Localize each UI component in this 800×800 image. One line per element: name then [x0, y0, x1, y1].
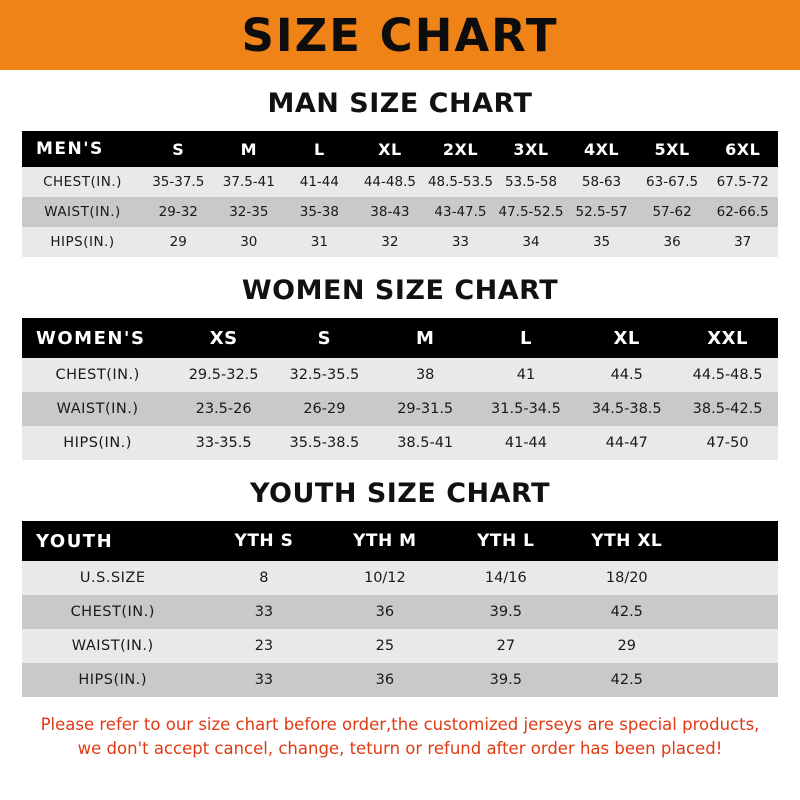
table-row [22, 561, 778, 595]
table-cell: 32.5-35.5 [289, 367, 360, 383]
row-label: WAIST(IN.) [71, 638, 154, 654]
table-cell: 58-63 [581, 174, 622, 190]
table-cell: 47.5-52.5 [498, 204, 564, 220]
table-header-row [22, 318, 778, 358]
header-banner [0, 0, 800, 70]
table-header-label: WOMEN'S [36, 327, 146, 349]
column-header: YTH M [353, 531, 417, 551]
column-header: M [415, 327, 435, 349]
table-row [22, 227, 778, 257]
column-header: S [317, 327, 332, 349]
table-cell-spacer [687, 595, 778, 629]
table-row [22, 197, 778, 227]
column-header: 6XL [725, 139, 761, 159]
table-cell: 25 [375, 638, 395, 654]
footer-line-1: Please refer to our size chart before order,the customized jerseys are special products, [40, 715, 760, 734]
table-cell: 43-47.5 [434, 204, 487, 220]
column-header: XL [613, 327, 640, 349]
page-title: SIZE CHART [241, 8, 559, 62]
table-cell: 35-38 [299, 204, 339, 220]
table-row [22, 167, 778, 197]
table-header-label: YOUTH [36, 530, 114, 552]
table-cell: 14/16 [484, 570, 527, 586]
table-cell: 35-37.5 [152, 174, 205, 190]
table-cell: 44.5-48.5 [692, 367, 763, 383]
column-header: L [519, 327, 532, 349]
table-header-row [22, 521, 778, 561]
row-label: WAIST(IN.) [56, 401, 139, 417]
row-label: CHEST(IN.) [70, 604, 155, 620]
table-cell: 37 [734, 234, 752, 250]
table-cell: 42.5 [610, 672, 643, 688]
table-cell: 35 [592, 234, 611, 250]
table-cell: 23 [254, 638, 274, 654]
table-row [22, 663, 778, 697]
row-label: HIPS(IN.) [50, 234, 115, 250]
page-content [0, 88, 800, 761]
row-label: CHEST(IN.) [55, 367, 140, 383]
table-cell: 41 [516, 367, 536, 383]
table-cell: 29-31.5 [397, 401, 454, 417]
table-cell: 44-47 [605, 435, 648, 451]
youth-section-heading: YOUTH SIZE CHART [249, 478, 551, 509]
table-cell: 38 [415, 367, 435, 383]
column-header: L [314, 139, 325, 159]
row-label: WAIST(IN.) [44, 204, 121, 220]
table-cell: 41-44 [299, 174, 339, 190]
row-label: HIPS(IN.) [78, 672, 148, 688]
column-header: YTH XL [591, 531, 663, 551]
table-cell-spacer [687, 663, 778, 697]
table-cell: 34.5-38.5 [591, 401, 662, 417]
table-cell: 34 [522, 234, 540, 250]
column-header: XL [378, 139, 402, 159]
table-cell: 53.5-58 [504, 174, 558, 190]
column-header: XS [209, 327, 238, 349]
table-header-label: MEN'S [36, 139, 104, 159]
youth-size-table [22, 521, 778, 697]
row-label: U.S.SIZE [79, 570, 146, 586]
table-row [22, 595, 778, 629]
table-cell-spacer [687, 629, 778, 663]
table-cell: 23.5-26 [195, 401, 252, 417]
table-row [22, 358, 778, 392]
footer-line-2: we don't accept cancel, change, teturn or refund after order has been placed! [77, 738, 723, 758]
table-cell: 57-62 [652, 204, 692, 220]
column-header: S [172, 139, 185, 159]
table-cell: 27 [496, 638, 516, 654]
table-cell: 63-67.5 [646, 174, 699, 190]
youth-table-body [22, 521, 778, 697]
table-cell: 36 [375, 672, 395, 688]
table-cell: 10/12 [363, 570, 406, 586]
table-cell: 44.5 [610, 367, 643, 383]
table-cell: 36 [375, 604, 395, 620]
table-cell: 18/20 [605, 570, 648, 586]
column-header: 4XL [583, 139, 620, 159]
column-header: 2XL [442, 139, 479, 159]
column-header-spacer [687, 521, 778, 561]
row-label: HIPS(IN.) [63, 435, 132, 451]
table-cell: 38-43 [370, 204, 410, 220]
men-table-body [22, 131, 778, 257]
table-cell: 31.5-34.5 [491, 401, 561, 417]
table-cell: 29-32 [158, 204, 198, 220]
table-cell: 29 [617, 638, 636, 654]
table-cell: 41-44 [504, 435, 548, 451]
table-cell-spacer [687, 561, 778, 595]
women-section-heading: WOMEN SIZE CHART [241, 275, 559, 306]
table-cell: 62-66.5 [716, 204, 769, 220]
table-cell: 35.5-38.5 [289, 435, 360, 451]
table-cell: 52.5-57 [575, 204, 628, 220]
table-header-row [22, 131, 778, 167]
table-cell: 29 [169, 234, 187, 250]
men-section-heading: MAN SIZE CHART [267, 88, 533, 119]
column-header: YTH S [234, 531, 294, 551]
table-cell: 33 [451, 234, 470, 250]
table-cell: 31 [310, 234, 328, 250]
table-cell: 36 [663, 234, 681, 250]
table-cell: 26-29 [303, 401, 346, 417]
table-row [22, 426, 778, 460]
column-header: 5XL [654, 139, 690, 159]
table-cell: 30 [240, 234, 258, 250]
table-cell: 39.5 [489, 672, 522, 688]
table-cell: 38.5-42.5 [692, 401, 763, 417]
column-header: XXL [707, 327, 748, 349]
women-table-body [22, 318, 778, 460]
column-header: M [240, 139, 258, 159]
table-cell: 67.5-72 [716, 174, 769, 190]
table-cell: 32-35 [229, 204, 269, 220]
table-row [22, 629, 778, 663]
table-cell: 42.5 [610, 604, 643, 620]
row-label: CHEST(IN.) [43, 174, 122, 190]
column-header: 3XL [513, 139, 549, 159]
table-cell: 47-50 [706, 435, 749, 451]
women-size-table [22, 318, 778, 460]
table-cell: 37.5-41 [222, 174, 275, 190]
table-cell: 33-35.5 [195, 435, 252, 451]
table-cell: 8 [259, 570, 269, 586]
column-header: YTH L [477, 531, 535, 551]
men-size-table [22, 131, 778, 257]
footer-note [22, 713, 778, 761]
table-cell: 44-48.5 [363, 174, 416, 190]
table-cell: 39.5 [489, 604, 522, 620]
table-cell: 33 [254, 672, 274, 688]
table-row [22, 392, 778, 426]
table-cell: 48.5-53.5 [427, 174, 493, 190]
table-cell: 29.5-32.5 [188, 367, 259, 383]
table-cell: 33 [254, 604, 274, 620]
table-cell: 38.5-41 [397, 435, 454, 451]
table-cell: 32 [381, 234, 399, 250]
